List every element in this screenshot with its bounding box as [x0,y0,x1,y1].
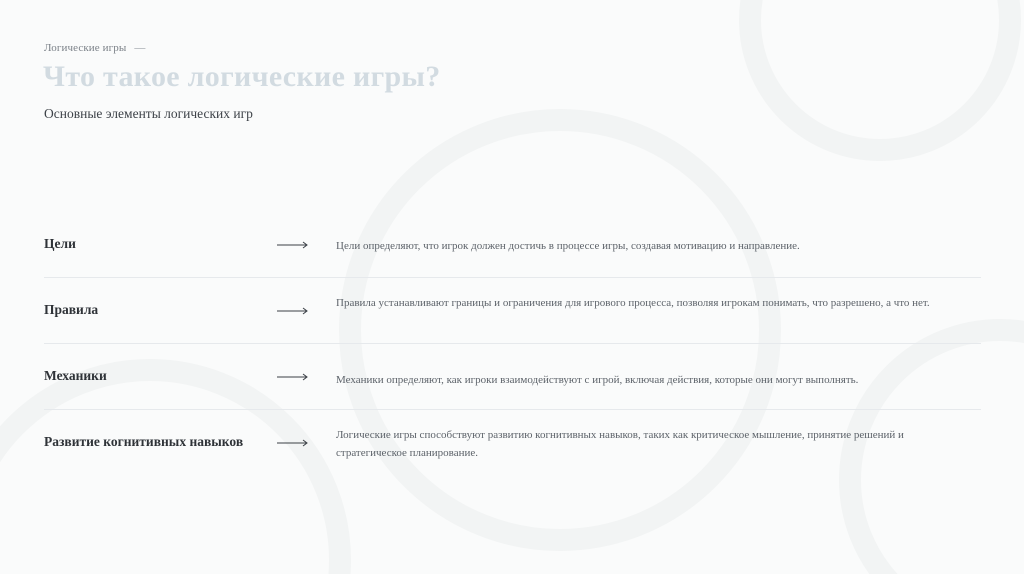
row-description: Механики определяют, как игроки взаимодействуют с игрой, включая действия, которые они могут выполнять. [336,374,859,386]
row-description: Цели определяют, что игрок должен достичь в процессе игры, создавая мотивацию и направление. [336,240,800,252]
row-label: Механики [44,368,107,383]
page-title: Что такое логические игры? [43,60,441,93]
row-label: Цели [44,236,76,251]
long-arrow-right-icon [277,306,309,316]
list-item-mechanics [44,344,981,410]
row-label: Развитие когнитивных навыков [44,434,244,449]
eyebrow [44,42,145,54]
row-description: Правила устанавливают границы и ограничения для игрового процесса, позволяя игрокам понимать, что разрешено, а что нет. [336,297,930,309]
elements-list [44,212,981,475]
long-arrow-right-icon [277,438,309,448]
list-item-cognitive-skills [44,410,981,475]
long-arrow-right-icon [277,240,309,250]
page-subtitle: Основные элементы логических игр [44,106,253,121]
row-description: Логические игры способствуют развитию когнитивных навыков, таких как критическое мышление, принятие решений и стратегическое планирование. [336,429,904,459]
list-item-goals [44,212,981,278]
list-item-rules [44,278,981,344]
row-label: Правила [44,302,99,317]
eyebrow-dash: — [134,42,146,54]
eyebrow-text: Логические игры [44,42,127,54]
long-arrow-right-icon [277,372,309,382]
